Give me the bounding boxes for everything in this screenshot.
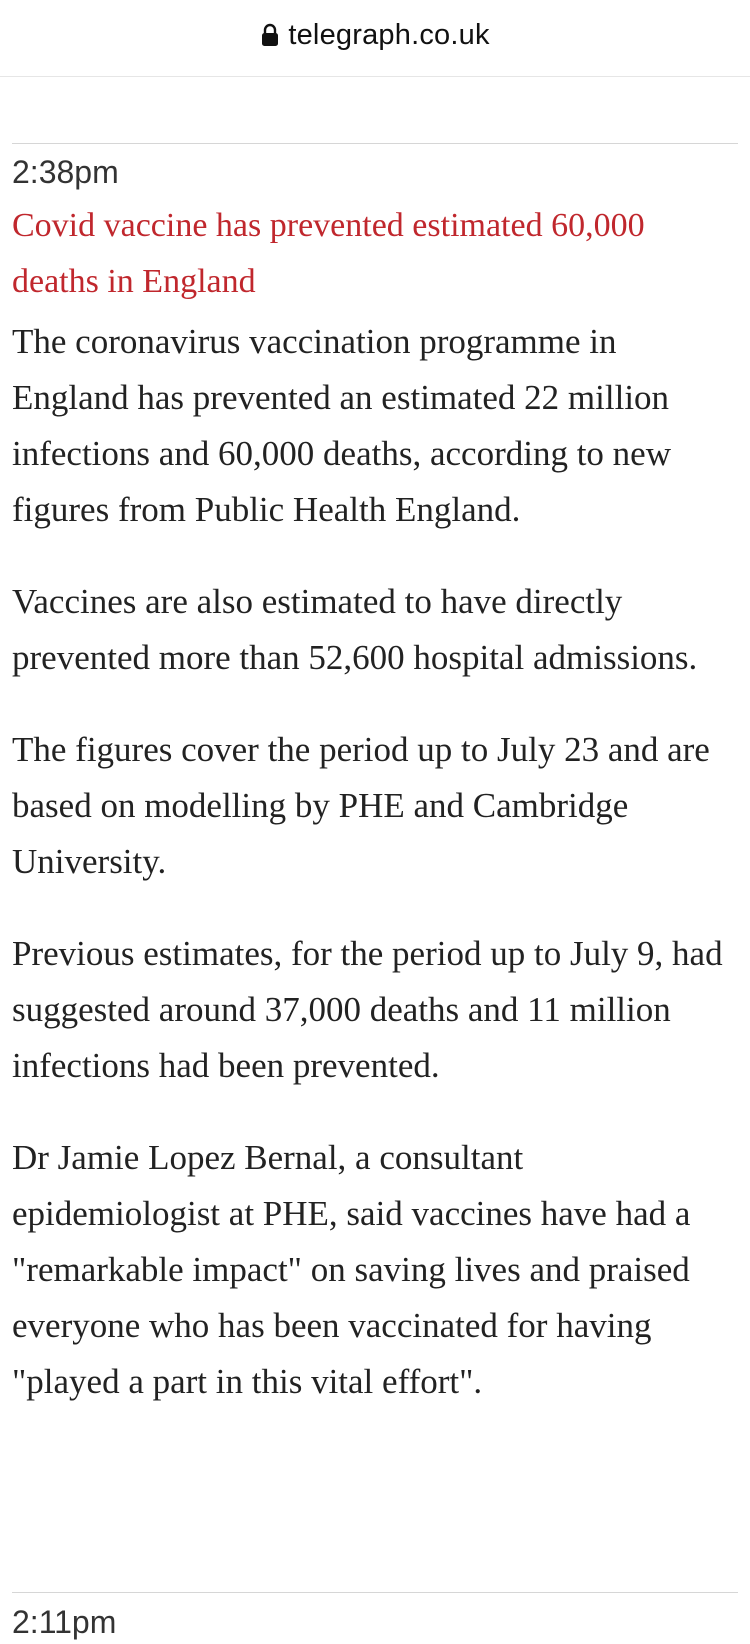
post-paragraph: The coronavirus vaccination programme in England has prevented an estimated 22 million infections and 60,000 deaths, according to new figures from Public Health England. xyxy=(12,322,671,529)
address-bar-content[interactable] xyxy=(260,19,489,52)
post-paragraph: Vaccines are also estimated to have directly prevented more than 52,600 hospital admissions. xyxy=(12,582,698,677)
post-headline: Covid vaccine has prevented estimated 60,000 deaths in England xyxy=(12,207,645,300)
post-paragraph: Dr Jamie Lopez Bernal, a consultant epidemiologist at PHE, said vaccines have had a "remarkable impact" on saving lives and praised everyone who has been vaccinated for having "played a part in this vital effort". xyxy=(12,1138,691,1401)
lock-icon xyxy=(260,23,280,47)
post-divider xyxy=(12,143,738,144)
post-timestamp: 2:38pm xyxy=(12,154,119,190)
url-text[interactable]: telegraph.co.uk xyxy=(288,18,490,51)
address-bar[interactable] xyxy=(0,0,750,77)
post-paragraph: The figures cover the period up to July 23 and are based on modelling by PHE and Cambridge University. xyxy=(12,730,710,881)
live-blog-post xyxy=(12,150,738,1446)
post-paragraph: Previous estimates, for the period up to July 9, had suggested around 37,000 deaths and 11 million infections had been prevented. xyxy=(12,934,723,1085)
post-divider xyxy=(12,1592,738,1593)
next-post-timestamp: 2:11pm xyxy=(12,1604,117,1640)
